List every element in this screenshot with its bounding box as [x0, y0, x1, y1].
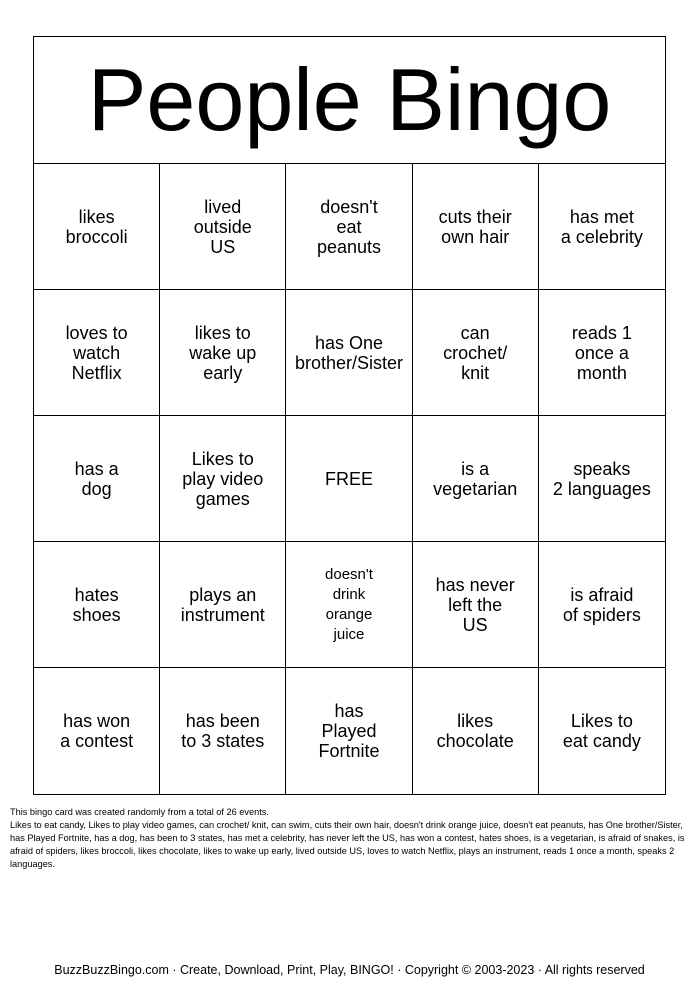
bingo-cell-12: Likes to play video games [160, 416, 286, 542]
bingo-cell-18: doesn't drink orange juice [286, 542, 412, 668]
bingo-cell-14: is a vegetarian [413, 416, 539, 542]
notes-events-list: Likes to eat candy, Likes to play video games, can crochet/ knit, can swim, cuts their own hair, doesn't drink orange juice, doesn't eat peanuts, has One brother/Sister, has Played Fortnite, has a dog, has been to 3 states, has met a celebrity, has never left the US, has won a contest, hates shoes, is a vegetarian, is afraid of snakes, is afraid of spiders, likes broccoli, likes chocolate, likes to wake up early, lived outside US, loves to watch Netflix, plays an instrument, reads 1 once a month, speaks 2 languages. [10, 820, 685, 869]
bingo-cell-24: likes chocolate [413, 668, 539, 794]
bingo-cell-11: has a dog [34, 416, 160, 542]
bingo-cell-6: loves to watch Netflix [34, 290, 160, 416]
bingo-cell-23: has Played Fortnite [286, 668, 412, 794]
bingo-cell-8: has One brother/Sister [286, 290, 412, 416]
bingo-cell-25: Likes to eat candy [562, 711, 641, 751]
bingo-cell-10: reads 1 once a month [539, 290, 665, 416]
bingo-cell-16: hates shoes [34, 542, 160, 668]
bingo-cell-5: has met a celebrity [539, 164, 665, 290]
bingo-cell-9: can crochet/ knit [413, 290, 539, 416]
card-title: People Bingo [34, 37, 665, 164]
bingo-cell-15: speaks 2 languages [539, 416, 665, 542]
bingo-cell-7: likes to wake up early [160, 290, 286, 416]
bingo-cell-17: plays an instrument [160, 542, 286, 668]
bingo-cell-22: has been to 3 states [160, 668, 286, 794]
bingo-cell-3: doesn't eat peanuts [286, 164, 412, 290]
bingo-cell-20: is afraid of spiders [539, 542, 665, 668]
card-notes [10, 806, 688, 871]
bingo-grid [34, 164, 665, 794]
bingo-cell-19: has never left the US [413, 542, 539, 668]
page-footer: BuzzBuzzBingo.com · Create, Download, Print, Play, BINGO! · Copyright © 2003-2023 · All rights reserved [54, 963, 645, 977]
notes-intro: This bingo card was created randomly from a total of 26 events. [10, 807, 269, 817]
bingo-cell-free: FREE [286, 416, 412, 542]
bingo-cell-4: cuts their own hair [413, 164, 539, 290]
bingo-cell-2: lived outside US [160, 164, 286, 290]
bingo-card [33, 36, 666, 795]
bingo-cell-21: has won a contest [34, 668, 160, 794]
bingo-cell-1: likes broccoli [34, 164, 160, 290]
